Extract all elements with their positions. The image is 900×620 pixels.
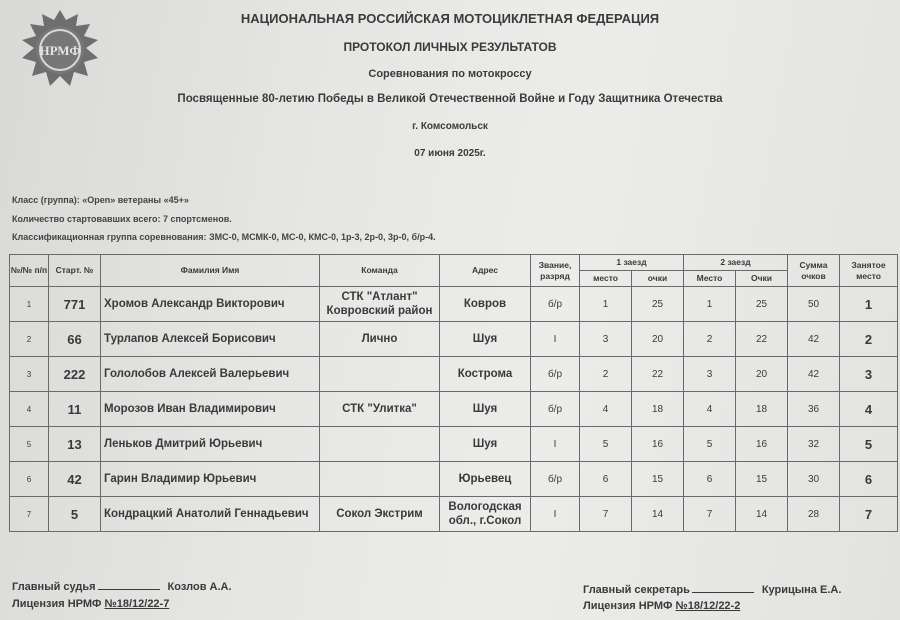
cell-race2-place: 6 [684,462,736,497]
results-table [9,254,898,532]
cell-start-number: 13 [49,427,101,462]
judge-license-number: №18/12/22-7 [104,598,170,610]
col-header-race1-place: место [580,271,632,287]
secretary-name: Курицына Е.А. [761,584,842,596]
col-header-race2: 2 заезд [684,255,788,271]
col-header-race2-points: Очки [736,271,788,287]
cell-race2-points: 22 [736,322,788,357]
cell-start-number: 5 [49,497,101,532]
cell-no: 3 [10,357,49,392]
cell-start-number: 66 [49,322,101,357]
secretary-license [583,600,740,612]
col-header-start: Старт. № [49,255,101,287]
cell-race1-place: 4 [580,392,632,427]
secretary-signature [583,582,841,596]
cell-start-number: 222 [49,357,101,392]
cell-name: Турлапов Алексей Борисович [101,322,320,357]
cell-final-place: 3 [840,357,898,392]
cell-race1-points: 18 [632,392,684,427]
col-header-sum: Сумма очков [788,255,840,287]
cell-no: 2 [10,322,49,357]
table-row [10,357,898,392]
signature-line [98,579,160,590]
table-row [10,287,898,322]
cell-address: Кострома [440,357,531,392]
dedication-line: Посвященные 80-летию Победы в Великой Отечественной Войне и Году Защитника Отечества [177,93,723,105]
table-row [10,462,898,497]
table-header-row [10,255,898,271]
cell-race2-points: 15 [736,462,788,497]
cell-start-number: 771 [49,287,101,322]
protocol-title: ПРОТОКОЛ ЛИЧНЫХ РЕЗУЛЬТАТОВ [343,40,557,54]
cell-name: Гарин Владимир Юрьевич [101,462,320,497]
cell-race2-place: 2 [684,322,736,357]
cell-race1-place: 6 [580,462,632,497]
cell-no: 5 [10,427,49,462]
cell-race2-points: 20 [736,357,788,392]
cell-race2-points: 16 [736,427,788,462]
cell-final-place: 5 [840,427,898,462]
cell-no: 6 [10,462,49,497]
cell-race1-place: 1 [580,287,632,322]
classification-info: Классификационная группа соревнования: ЗМС-0, МСМК-0, МС-0, КМС-0, 1р-3, 2р-0, 3р-0, б/р-4. [12,232,436,242]
cell-name: Кондрацкий Анатолий Геннадьевич [101,497,320,532]
svg-text:НРМФ: НРМФ [39,43,81,58]
cell-no: 4 [10,392,49,427]
cell-race2-points: 25 [736,287,788,322]
col-header-final: Занятое место [840,255,898,287]
cell-rank: б/р [531,462,580,497]
cell-race1-points: 14 [632,497,684,532]
cell-name: Хромов Александр Викторович [101,287,320,322]
col-header-name: Фамилия Имя [101,255,320,287]
judge-signature [12,579,232,593]
class-info: Класс (группа): «Open» ветераны «45+» [12,195,189,205]
date-line: 07 июня 2025г. [414,148,486,159]
col-header-race1: 1 заезд [580,255,684,271]
col-header-address: Адрес [440,255,531,287]
cell-race1-points: 22 [632,357,684,392]
cell-race1-place: 2 [580,357,632,392]
cell-sum: 30 [788,462,840,497]
cell-race2-points: 18 [736,392,788,427]
cell-rank: I [531,322,580,357]
cell-race1-points: 15 [632,462,684,497]
table-row [10,392,898,427]
col-header-race1-points: очки [632,271,684,287]
cell-race2-place: 4 [684,392,736,427]
cell-start-number: 42 [49,462,101,497]
starters-info: Количество стартовавших всего: 7 спортсменов. [12,214,232,224]
cell-team: Лично [320,322,440,357]
judge-license [12,598,169,610]
cell-team [320,462,440,497]
cell-race2-place: 3 [684,357,736,392]
cell-start-number: 11 [49,392,101,427]
cell-team [320,357,440,392]
cell-name: Морозов Иван Владимирович [101,392,320,427]
cell-race1-points: 20 [632,322,684,357]
judge-name: Козлов А.А. [167,581,232,593]
secretary-license-number: №18/12/22-2 [675,600,741,612]
cell-sum: 32 [788,427,840,462]
competition-name: Соревнования по мотокроссу [368,68,532,80]
cell-final-place: 7 [840,497,898,532]
table-row [10,497,898,532]
cell-team: СТК "Улитка" [320,392,440,427]
cell-team: СТК "Атлант" Ковровский район [320,287,440,322]
cell-race1-place: 7 [580,497,632,532]
cell-sum: 42 [788,322,840,357]
cell-final-place: 4 [840,392,898,427]
cell-final-place: 6 [840,462,898,497]
cell-race2-place: 1 [684,287,736,322]
cell-race1-place: 3 [580,322,632,357]
cell-no: 7 [10,497,49,532]
cell-name: Гололобов Алексей Валерьевич [101,357,320,392]
cell-final-place: 2 [840,322,898,357]
cell-address: Шуя [440,392,531,427]
cell-race1-points: 16 [632,427,684,462]
cell-team [320,427,440,462]
cell-race1-points: 25 [632,287,684,322]
cell-address: Шуя [440,427,531,462]
secretary-label: Главный секретарь [583,584,690,596]
table-row [10,322,898,357]
cell-sum: 50 [788,287,840,322]
federation-title: НАЦИОНАЛЬНАЯ РОССИЙСКАЯ МОТОЦИКЛЕТНАЯ ФЕДЕРАЦИЯ [240,11,660,26]
cell-address: Вологодская обл., г.Сокол [440,497,531,532]
cell-sum: 28 [788,497,840,532]
cell-rank: I [531,497,580,532]
judge-label: Главный судья [12,581,96,593]
cell-address: Юрьевец [440,462,531,497]
cell-race2-points: 14 [736,497,788,532]
cell-rank: б/р [531,392,580,427]
cell-team: Сокол Экстрим [320,497,440,532]
cell-no: 1 [10,287,49,322]
col-header-team: Команда [320,255,440,287]
cell-rank: б/р [531,357,580,392]
secretary-license-label: Лицензия НРМФ [583,600,673,612]
cell-final-place: 1 [840,287,898,322]
cell-race1-place: 5 [580,427,632,462]
cell-name: Леньков Дмитрий Юрьевич [101,427,320,462]
cell-sum: 36 [788,392,840,427]
cell-rank: I [531,427,580,462]
col-header-race2-place: Место [684,271,736,287]
cell-race2-place: 5 [684,427,736,462]
table-row [10,427,898,462]
col-header-rank: Звание, разряд [531,255,580,287]
cell-sum: 42 [788,357,840,392]
cell-race2-place: 7 [684,497,736,532]
cell-address: Шуя [440,322,531,357]
cell-rank: б/р [531,287,580,322]
col-header-no: №/№ п/п [10,255,49,287]
cell-address: Ковров [440,287,531,322]
signature-line [692,582,754,593]
judge-license-label: Лицензия НРМФ [12,598,102,610]
city-line: г. Комсомольск [412,121,488,132]
